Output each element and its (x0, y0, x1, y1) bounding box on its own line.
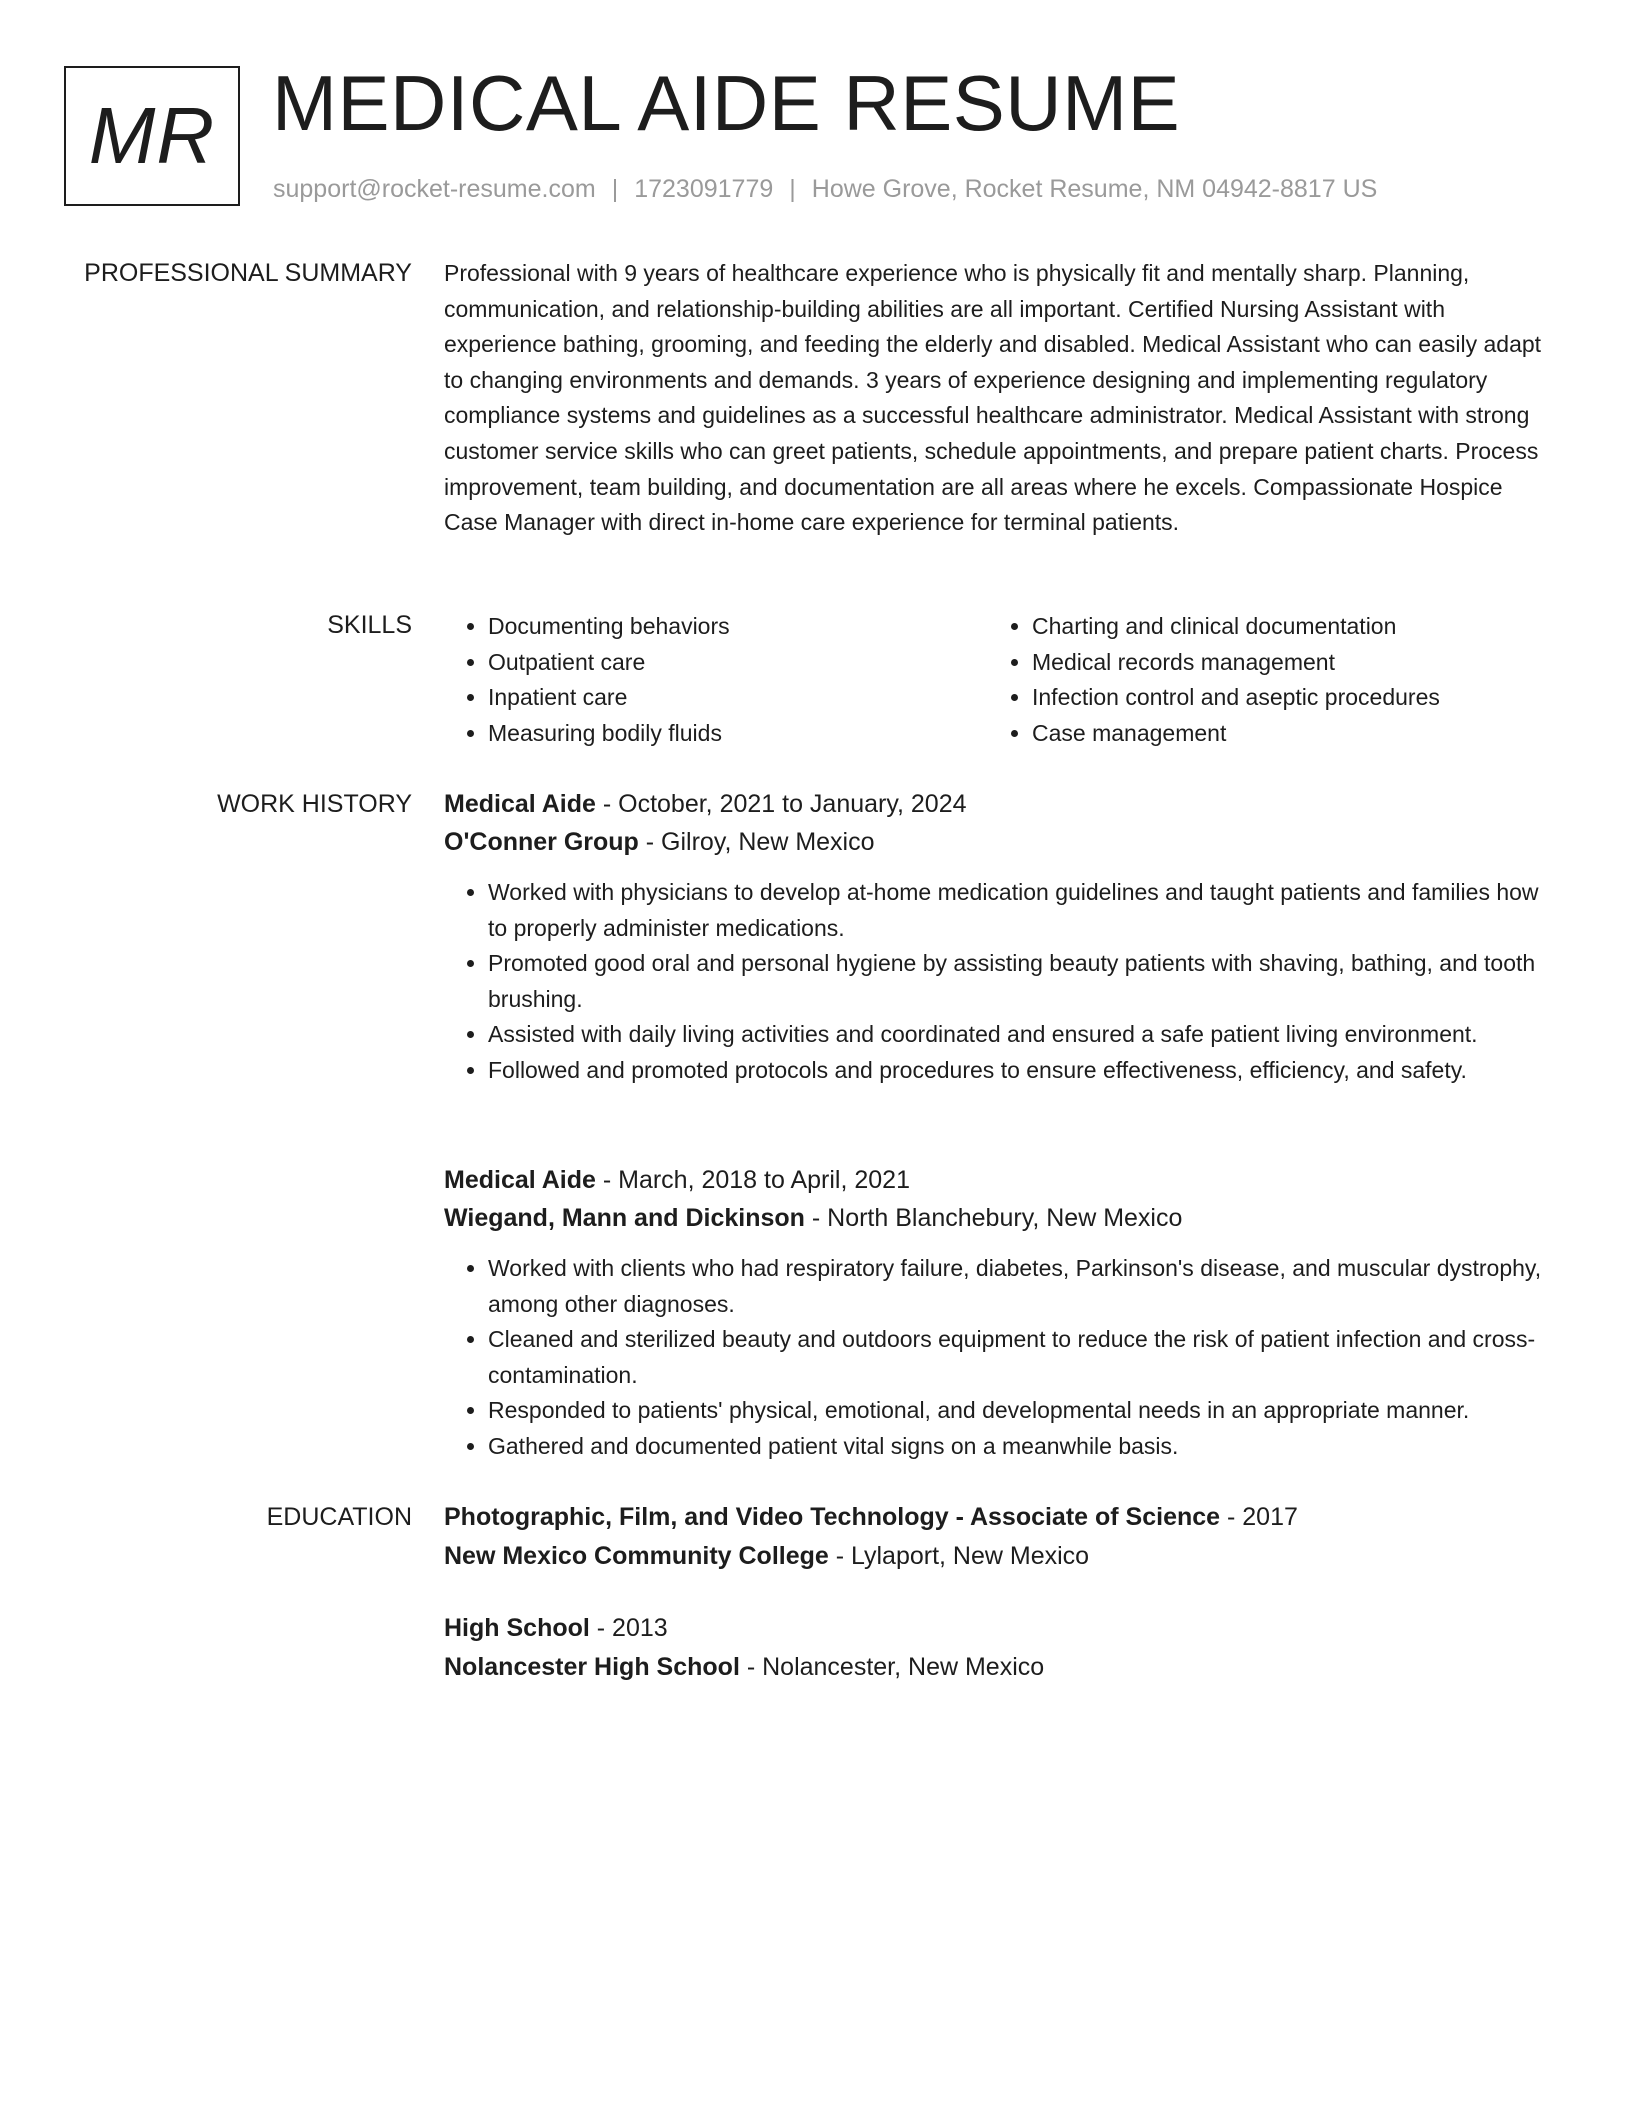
monogram-logo: MR (64, 66, 240, 206)
education-school: Nolancester High School (444, 1653, 740, 1681)
job-bullet: • Promoted good oral and personal hygiene by assisting beauty patients with shaving, bathing, and tooth brushing. (488, 946, 1554, 1017)
job-title-line (444, 1162, 1554, 1200)
job-dates: - October, 2021 to January, 2024 (595, 790, 967, 818)
section-label-summary: PROFESSIONAL SUMMARY (84, 259, 412, 287)
contact-address: Howe Grove, Rocket Resume, NM 04942-8817 US (811, 175, 1378, 203)
contact-separator: | (611, 175, 619, 203)
job-bullet: • Cleaned and sterilized beauty and outdoors equipment to reduce the risk of patient infection and cross-contamination. (488, 1322, 1554, 1393)
education-entry (444, 1609, 1554, 1687)
skill-item: • Infection control and aseptic procedures (1032, 680, 1532, 716)
job-bullet: • Gathered and documented patient vital signs on a meanwhile basis. (488, 1429, 1554, 1465)
section-label-work: WORK HISTORY (217, 790, 412, 818)
education-location: - Lylaport, New Mexico (828, 1542, 1090, 1570)
job-entry (444, 786, 1554, 1089)
skills-column-2 (988, 609, 1532, 751)
section-label-skills: SKILLS (327, 611, 412, 639)
skill-item: • Outpatient care (488, 645, 988, 681)
education-school-line (444, 1537, 1554, 1576)
job-bullets (444, 875, 1554, 1089)
job-company: O'Conner Group (444, 827, 639, 856)
job-title-line (444, 786, 1554, 824)
education-entry (444, 1498, 1554, 1576)
skill-item: • Inpatient care (488, 680, 988, 716)
job-location: - Gilroy, New Mexico (638, 827, 875, 856)
education-degree: High School (444, 1614, 590, 1642)
job-entry (444, 1162, 1554, 1465)
job-title: Medical Aide (444, 790, 596, 818)
summary-text: Professional with 9 years of healthcare experience who is physically fit and mentally sharp. Planning, communication, and relationship-building abilities are all important. Certified Nursing Assistant with experience bathing, grooming, and feeding the elderly and disabled. Medical Assistant who can easily adapt to changing environments and demands. 3 years of experience designing and implementing regulatory compliance systems and guidelines as a successful healthcare administrator. Medical Assistant with strong customer service skills who can greet patients, schedule appointments, and prepare patient charts. Process improvement, team building, and documentation are all areas where he excels. Compassionate Hospice Case Manager with direct in-home care experience for terminal patients. (444, 260, 1542, 536)
job-bullet: • Assisted with daily living activities and coordinated and ensured a safe patient living environment. (488, 1017, 1554, 1053)
skill-item: • Case management (1032, 716, 1532, 752)
skill-item: • Charting and clinical documentation (1032, 609, 1532, 645)
job-location: - North Blanchebury, New Mexico (804, 1203, 1183, 1232)
job-bullet: • Followed and promoted protocols and procedures to ensure effectiveness, efficiency, and safety. (488, 1053, 1554, 1089)
skills-section (444, 609, 1554, 751)
education-location: - Nolancester, New Mexico (739, 1653, 1045, 1681)
summary-section (444, 256, 1554, 541)
section-label-education: EDUCATION (266, 1503, 412, 1531)
contact-line (273, 174, 1377, 204)
job-bullet: • Worked with clients who had respiratory failure, diabetes, Parkinson's disease, and muscular dystrophy, among other diagnoses. (488, 1251, 1554, 1322)
contact-email: support@rocket-resume.com (273, 175, 596, 203)
job-bullet: • Worked with physicians to develop at-home medication guidelines and taught patients and families how to properly administer medications. (488, 875, 1554, 946)
education-degree-line (444, 1498, 1554, 1537)
education-school-line (444, 1648, 1554, 1687)
job-bullets (444, 1251, 1554, 1465)
job-bullet: • Responded to patients' physical, emotional, and developmental needs in an appropriate manner. (488, 1393, 1554, 1429)
education-degree-line (444, 1609, 1554, 1648)
education-degree: Photographic, Film, and Video Technology - Associate of Science (444, 1503, 1221, 1531)
skill-item: • Documenting behaviors (488, 609, 988, 645)
job-company-line (444, 824, 1554, 862)
job-dates: - March, 2018 to April, 2021 (595, 1166, 910, 1194)
contact-phone: 1723091779 (634, 175, 774, 203)
job-company: Wiegand, Mann and Dickinson (444, 1203, 805, 1232)
skills-column-1 (444, 609, 988, 751)
contact-separator: | (789, 175, 796, 203)
skill-item: • Medical records management (1032, 645, 1532, 681)
page-title: MEDICAL AIDE RESUME (272, 59, 1181, 147)
job-company-line (444, 1200, 1554, 1238)
job-title: Medical Aide (444, 1166, 596, 1194)
skill-item: • Measuring bodily fluids (488, 716, 988, 752)
education-year: - 2013 (589, 1614, 668, 1642)
education-year: - 2017 (1220, 1503, 1298, 1531)
education-school: New Mexico Community College (444, 1542, 829, 1570)
